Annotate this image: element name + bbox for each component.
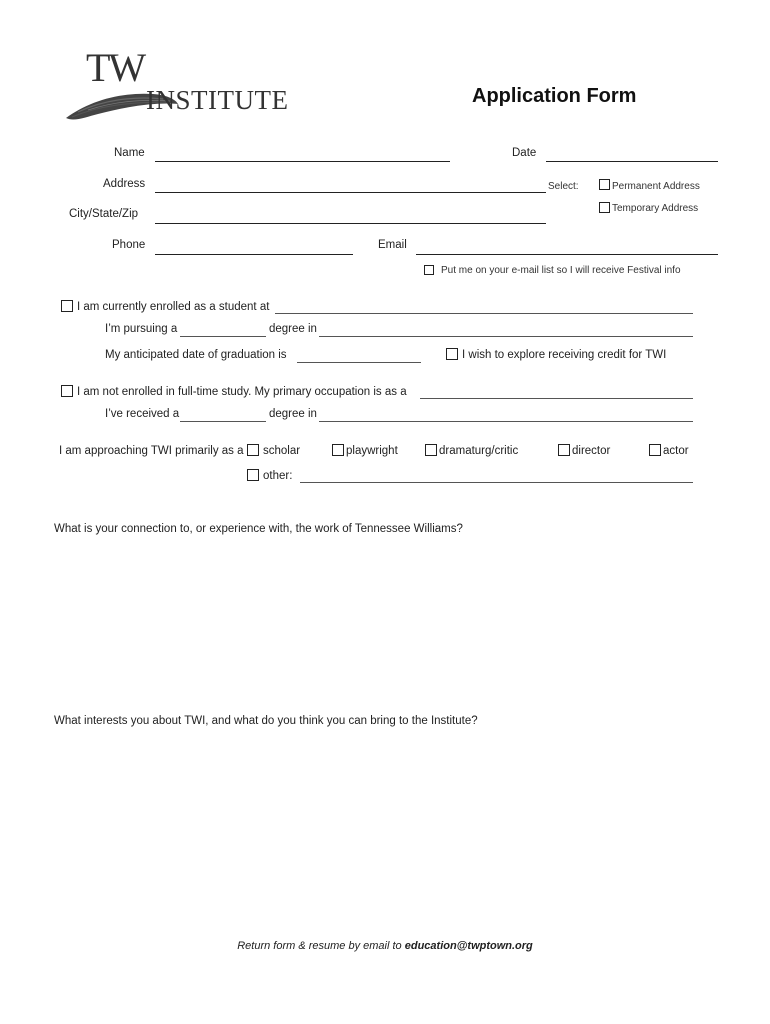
graduation-label: My anticipated date of graduation is — [105, 349, 287, 361]
city-state-zip-field[interactable] — [155, 223, 546, 224]
director-label: director — [572, 445, 611, 457]
logo-tw: TW — [86, 45, 145, 90]
question-interests: What interests you about TWI, and what do you think you can bring to the Institute? — [54, 715, 478, 727]
footer-email-link[interactable]: education@twptown.org — [404, 940, 533, 952]
name-label: Name — [114, 147, 145, 159]
date-field[interactable] — [546, 161, 718, 162]
not-enrolled-label: I am not enrolled in full-time study. My primary occupation is as a — [77, 386, 407, 398]
received-degree-in-label: degree in — [269, 408, 317, 420]
pursuing-degree-in-label: degree in — [269, 323, 317, 335]
director-checkbox[interactable] — [558, 444, 570, 456]
footer-text: Return form & resume by email to — [237, 940, 405, 952]
phone-label: Phone — [112, 239, 146, 251]
phone-field[interactable] — [155, 254, 353, 255]
address-label: Address — [103, 178, 146, 190]
name-field[interactable] — [155, 161, 450, 162]
not-enrolled-checkbox[interactable] — [61, 385, 73, 397]
dramaturg-critic-checkbox[interactable] — [425, 444, 437, 456]
approach-label: I am approaching TWI primarily as a — [59, 445, 244, 457]
city-state-zip-label: City/State/Zip — [69, 208, 139, 220]
other-checkbox[interactable] — [247, 469, 259, 481]
email-list-checkbox[interactable] — [424, 265, 434, 275]
credit-checkbox[interactable] — [446, 348, 458, 360]
enrolled-student-label: I am currently enrolled as a student at — [77, 301, 270, 313]
question-connection: What is your connection to, or experience with, the work of Tennessee Williams? — [54, 523, 463, 535]
occupation-field[interactable] — [420, 398, 693, 399]
playwright-checkbox[interactable] — [332, 444, 344, 456]
page-title: Application Form — [472, 85, 637, 107]
pursuing-degree-field[interactable] — [319, 336, 693, 337]
logo-institute: INSTITUTE — [146, 85, 289, 115]
other-label: other: — [263, 470, 293, 482]
temporary-address-label: Temporary Address — [612, 203, 699, 214]
received-degree-type-field[interactable] — [180, 421, 266, 422]
permanent-address-checkbox[interactable] — [599, 179, 610, 190]
interests-answer-area[interactable] — [54, 732, 694, 922]
select-label: Select: — [548, 181, 579, 192]
credit-label: I wish to explore receiving credit for TWI — [462, 349, 667, 361]
pursuing-degree-type-field[interactable] — [180, 336, 266, 337]
email-list-label: Put me on your e-mail list so I will receive Festival info — [441, 265, 681, 276]
footer-instructions — [0, 940, 770, 952]
graduation-date-field[interactable] — [297, 362, 421, 363]
email-label: Email — [378, 239, 407, 251]
school-field[interactable] — [275, 313, 693, 314]
received-degree-field[interactable] — [319, 421, 693, 422]
dramaturg-critic-label: dramaturg/critic — [439, 445, 519, 457]
date-label: Date — [512, 147, 537, 159]
playwright-label: playwright — [346, 445, 398, 457]
scholar-checkbox[interactable] — [247, 444, 259, 456]
other-field[interactable] — [300, 482, 693, 483]
scholar-label: scholar — [263, 445, 301, 457]
connection-answer-area[interactable] — [54, 540, 694, 705]
twi-logo — [58, 44, 298, 130]
actor-checkbox[interactable] — [649, 444, 661, 456]
email-field[interactable] — [416, 254, 718, 255]
pursuing-label: I’m pursuing a — [105, 323, 178, 335]
actor-label: actor — [663, 445, 689, 457]
permanent-address-label: Permanent Address — [612, 181, 700, 192]
temporary-address-checkbox[interactable] — [599, 202, 610, 213]
received-label: I’ve received a — [105, 408, 180, 420]
address-field[interactable] — [155, 192, 546, 193]
enrolled-student-checkbox[interactable] — [61, 300, 73, 312]
